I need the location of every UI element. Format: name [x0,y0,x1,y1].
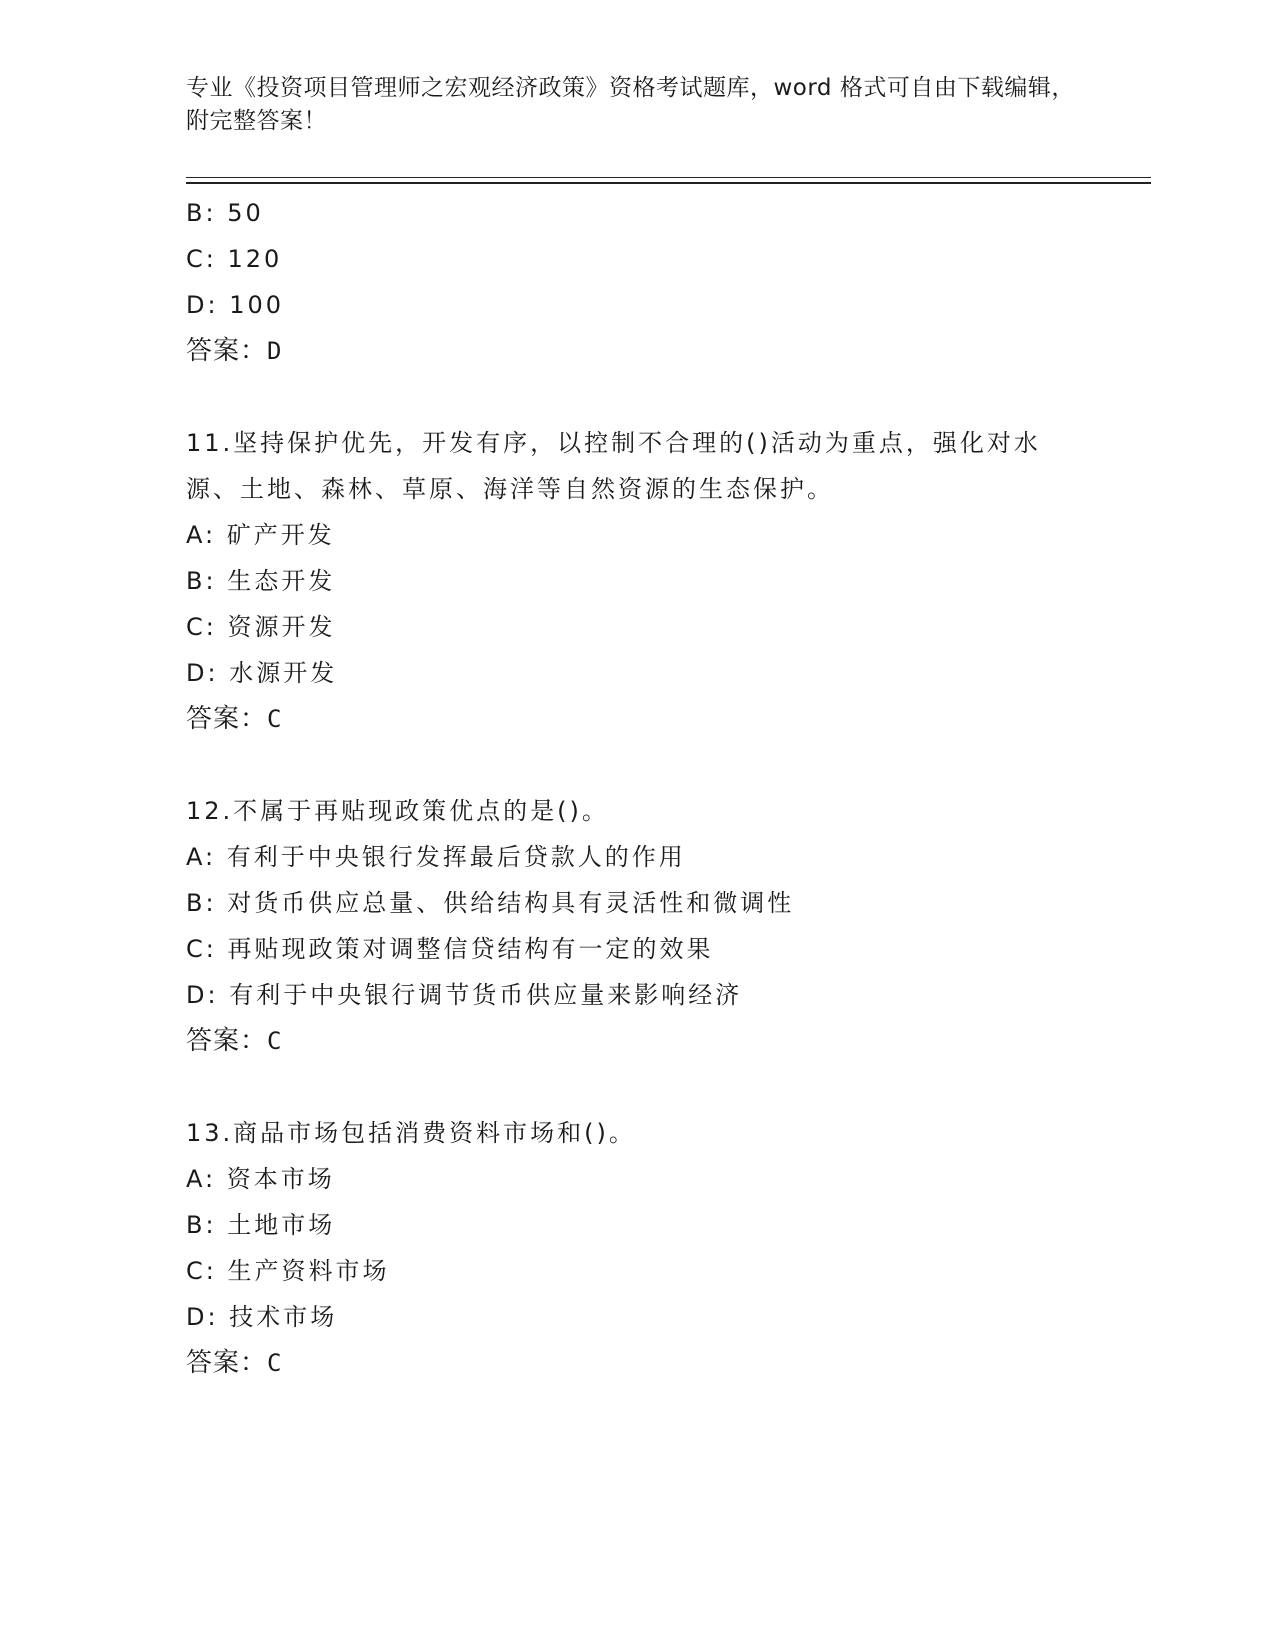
answer-value: C [267,1349,283,1377]
option-a: A: 资本市场 [186,1165,335,1193]
answer-line: 答案：D [186,336,283,366]
question-11 [186,420,1086,742]
option-b: B: 生态开发 [186,567,336,595]
option-d: D: 水源开发 [186,659,338,687]
document-header-note: 专业《投资项目管理师之宏观经济政策》资格考试题库，word 格式可自由下载编辑，附完整答案！ [186,75,1075,134]
question-partial [186,190,1086,374]
question-12 [186,788,1086,1064]
option-c: C: 120 [186,245,283,273]
option-b: B: 50 [186,199,264,227]
option-c: C: 资源开发 [186,613,336,641]
answer-line: 答案：C [186,1348,283,1378]
question-13 [186,1110,1086,1386]
question-stem: 11.坚持保护优先，开发有序，以控制不合理的()活动为重点，强化对水源、土地、森林、草原、海洋等自然资源的生态保护。 [186,429,1041,503]
option-d: D: 100 [186,291,285,319]
answer-value: D [267,337,283,365]
question-stem: 12.不属于再贴现政策优点的是()。 [186,797,609,825]
answer-value: C [267,1027,283,1055]
option-d: D: 技术市场 [186,1303,338,1331]
option-b: B: 对货币供应总量、供给结构具有灵活性和微调性 [186,889,795,917]
option-a: A: 矿产开发 [186,521,335,549]
option-c: C: 再贴现政策对调整信贷结构有一定的效果 [186,935,714,963]
option-b: B: 土地市场 [186,1211,336,1239]
answer-line: 答案：C [186,1026,283,1056]
answer-value: C [267,705,283,733]
question-list [186,190,1086,1386]
option-c: C: 生产资料市场 [186,1257,390,1285]
header-divider-thick [186,182,1151,184]
answer-line: 答案：C [186,704,283,734]
header-divider-thin [186,177,1151,178]
question-stem: 13.商品市场包括消费资料市场和()。 [186,1119,636,1147]
option-a: A: 有利于中央银行发挥最后贷款人的作用 [186,843,686,871]
option-d: D: 有利于中央银行调节货币供应量来影响经济 [186,981,743,1009]
